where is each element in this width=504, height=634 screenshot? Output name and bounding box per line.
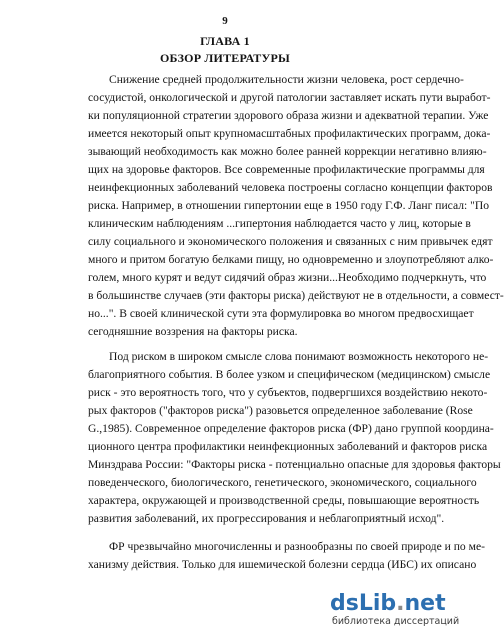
text-line: много и притом богатую белками пищу, но одновременно и злоупотребляют алко- — [88, 253, 494, 266]
text-line: имеется некоторый опыт крупномасштабных профилактических программ, дока- — [88, 127, 491, 140]
text-line: характера, окружающей и производственной среды, повышающие вероятность — [88, 494, 480, 507]
text-line: G.,1985). Современное определение факторов риска (ФР) дано группой координа- — [88, 422, 494, 435]
watermark-logo-tld: net — [404, 591, 446, 616]
page-number: 9 — [222, 15, 228, 27]
text-line: силу социального и экономического положения и связанных с ним привычек едят — [88, 235, 493, 248]
watermark-logo — [330, 591, 460, 632]
watermark-logo-text — [330, 592, 446, 616]
text-line: щих на здоровье факторов. Все современные профилактические программы для — [88, 163, 485, 176]
text-line: благоприятного события. В более узком и специфическом (медицинском) смысле — [88, 368, 491, 381]
watermark-subtitle: библиотека диссертаций — [332, 616, 460, 627]
text-line: риска. Например, в отношении гипертонии еще в 1950 году Г.Ф. Ланг писал: "По — [88, 199, 490, 212]
text-line: рых факторов ("факторов риска") разовьется определенное заболевание (Rose — [88, 404, 473, 417]
chapter-heading: ГЛАВА 1 — [200, 34, 250, 48]
watermark-logo-dot: . — [396, 591, 405, 616]
text-line: неинфекционных заболеваний человека построены согласно концепции факторов — [88, 181, 493, 194]
text-line: развития заболеваний, их прогрессирования и неблагоприятный исход". — [88, 512, 445, 525]
text-line: клиническим наблюдениям ...гипертония наблюдается часто у лиц, которые в — [88, 217, 471, 230]
text-line: Снижение средней продолжительности жизни человека, рост сердечно- — [109, 73, 464, 86]
text-line: риск - это вероятность того, что у субъектов, подвергшихся воздействию некото- — [88, 386, 488, 399]
text-line: голем, много курят и ведут сидячий образ жизни...Необходимо подчеркнуть, что — [88, 271, 487, 284]
text-line: ционного центра профилактики неинфекционных заболеваний и факторов риска — [88, 440, 488, 453]
text-line: ханизму действия. Только для ишемической болезни сердца (ИБС) их описано — [88, 558, 477, 571]
text-line: ки популяционной стратегии здорового образа жизни и адекватной терапии. Уже — [88, 109, 489, 122]
text-line: Под риском в широком смысле слова понимают возможность некоторого не- — [109, 350, 489, 363]
text-line: но...". В своей клинической сути эта формулировка во многом предвосхищает — [88, 307, 474, 320]
text-line: сегодняшние воззрения на факторы риска. — [88, 325, 298, 338]
text-line: ФР чрезвычайно многочисленны и разнообразны по своей природе и по ме- — [109, 540, 485, 553]
section-title: ОБЗОР ЛИТЕРАТУРЫ — [159, 51, 291, 65]
text-line: зывающий необходимость как можно более ранней коррекции негативно влияю- — [88, 145, 487, 158]
text-line: в большинстве случаев (эти факторы риска) действуют не в отдельности, а совмест- — [88, 289, 504, 302]
text-line: поведенческого, биологического, генетического, экономического, социального — [88, 476, 477, 489]
watermark-logo-main: dsLib — [330, 591, 397, 616]
text-line: сосудистой, онкологической и другой патологии заставляет искать пути выработ- — [88, 91, 491, 104]
text-line: Минздрава России: "Факторы риска - потенциально опасные для здоровья факторы — [88, 458, 501, 471]
